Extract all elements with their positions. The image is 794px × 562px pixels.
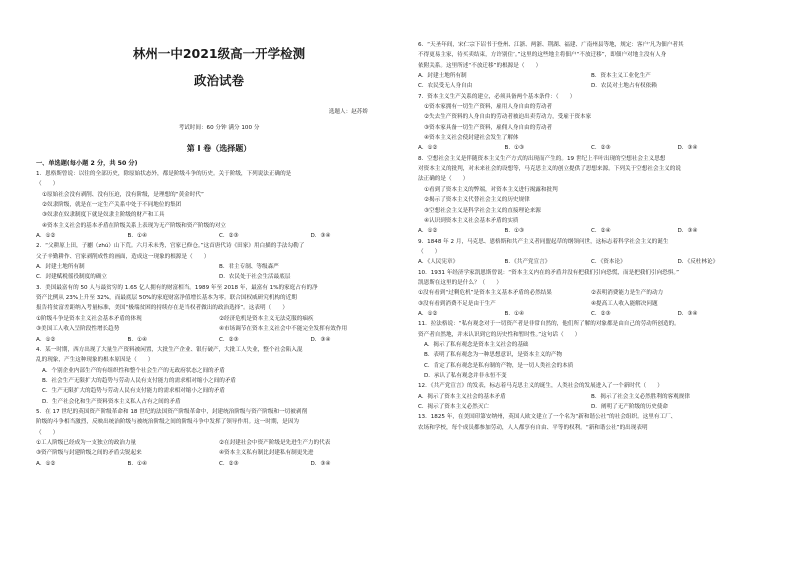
option-choice: A．①②: [36, 460, 56, 467]
question-line: 父子辛勤耕作、官家剥削成性的画面，造成这一现象的根源是（ ）: [36, 253, 210, 260]
option-choice: ③没有看到消费不足是由于生产: [418, 300, 496, 307]
answer-options: [418, 392, 764, 402]
answer-options: [418, 309, 764, 319]
part-heading: 第 I 卷（选择题）: [186, 144, 252, 153]
option-choice: ④提高工人收入能解决问题: [591, 300, 658, 307]
question-line: 2．“父耕原上田，子劚（zhú）山下荒。六月禾未秀，官家已修仓。”这首唐代诗《田家》用白描的手法勾勒了: [36, 243, 305, 250]
question-line: B．表明了私有观念为一种思想意识，是资本主义的产物: [424, 352, 563, 359]
question-line: 4．某一时期，西方出现了大量生产资料被闲置，大批生产企业、银行破产，大批工人失业，整个社会陷入混: [36, 346, 303, 353]
option-choice: A．①②: [418, 145, 438, 152]
question-line: D．承认了私有观念并非永恒不变: [424, 373, 507, 379]
question-line: 10．1931 年经济学家凯恩斯曾说：“资本主义内在的矛盾并没有把我们引向恐慌，而是把我们引向恐惧。”: [418, 269, 680, 276]
right-column: [418, 0, 764, 562]
option-choice: B．揭示了社会主义必然胜利的客观规律: [591, 393, 690, 400]
question-line: B．社会生产无限扩大的趋势与劳动人民有支付能力的需求相对缩小之间的矛盾: [42, 377, 237, 384]
option-choice: A．揭示了资本主义社会的基本矛盾: [418, 393, 506, 400]
option-choice: ④资本主义私有制比封建私有制更先进: [219, 450, 314, 457]
option-choice: ③美国工人收入呈阶段性增长趋势: [36, 326, 120, 333]
option-choice: C．②③: [219, 336, 239, 343]
option-choice: C．揭示了资本主义必然灭亡: [418, 404, 490, 411]
question-line: ③奴隶在奴隶制度下就是奴隶主阶级的财产和工具: [42, 212, 165, 219]
option-choice: ③资产阶级与封建阶级之间的矛盾尖锐起来: [36, 450, 142, 457]
question-line: C．肯定了私有观念是私有制的产物，是一切人类社会的本质: [424, 362, 574, 369]
question-line: 7．资本主义生产关系的建立，必须具备两个基本条件：（ ）: [418, 93, 576, 100]
option-choice: A．封建土地所有制: [418, 73, 467, 80]
question-line: 资产比例从 23%上升至 32%，而最底层 50%的家庭财富净值增长基本为零。联合国权威研究机构的近期: [36, 295, 297, 302]
question-line: ②失去生产资料的人身自由的劳动者被迫出卖劳动力，受雇于资本家: [424, 114, 592, 121]
answer-options: [418, 71, 764, 81]
question-line: ④资本主义社会的基本矛盾在阶级关系上表现为无产阶级和资产阶级的对立: [42, 222, 227, 229]
question-line: 报告将贫富差距纳入考量标准，美国“极端贫困的持续存在是当权者做出的政治选择”。这表明（ ）: [36, 305, 288, 312]
question-line: 乱的现象，产生这种现象的根本原因是（ ）: [36, 357, 154, 364]
option-choice: D．③④: [677, 310, 698, 317]
answer-options: [36, 314, 402, 324]
option-choice: D．农民处于社会生活最底层: [219, 274, 291, 281]
option-choice: B．君主专制、等级森严: [219, 264, 279, 271]
option-choice: C．②③: [219, 460, 239, 467]
option-choice: D．《反杜林论》: [677, 259, 719, 266]
section-heading: 一、单选题(每小题 2 分，共 50 分): [36, 160, 138, 167]
option-choice: B．①④: [127, 460, 147, 467]
question-line: A．个别企业内部生产的有组织性和整个社会生产的无政府状态之间的矛盾: [42, 367, 225, 374]
answer-options: [418, 288, 764, 298]
option-choice: D．③④: [677, 228, 698, 235]
option-choice: B．资本主义工业化生产: [591, 73, 651, 80]
exam-subtitle: 政治试卷: [193, 73, 244, 88]
question-line: ②揭示了资本主义代替社会主义的历史规律: [424, 197, 530, 204]
answer-options: [36, 335, 402, 345]
question-line: 6．“天圣年间，宋仁宗下诏书于登州、江浙、两浙、荆湖、福建、广南州县等地，规定：客户‘凡为佃户者其: [418, 42, 684, 48]
question-line: 对资本主义的批判，对未来社会的设想等，马克思主义的创立提供了思想来源。下列关于空想社会主义的说: [418, 166, 681, 173]
answer-options: [36, 262, 402, 272]
option-choice: B．①③: [504, 145, 524, 152]
question-line: ①看到了资本主义的弊端，对资本主义进行揭露和批判: [424, 186, 558, 193]
option-choice: B．①④: [127, 233, 147, 240]
answer-options: [418, 81, 764, 91]
option-choice: C．②③: [219, 233, 239, 240]
question-line: 农场和学校，每个成员都参加劳动，人人都享有自由、平等的权利。“新和谐公社”的出现表明: [418, 424, 648, 431]
question-line: 凯恩斯在这里的是什么？（ ）: [418, 279, 502, 286]
answer-options: [418, 143, 764, 153]
time-info: 考试时间：60 分钟 满分 100 分: [178, 125, 260, 131]
option-choice: D．农民对土地占有权依赖: [591, 83, 657, 90]
question-line: 11．拉法格说：“私有观念对于一切资产者是非常自然的，他们所了解的对象都是由自己的劳动所创造的。: [418, 321, 680, 328]
question-line: 9．1848 年 2 月，马克思、恩格斯和共产主义者同盟起草的纲领问世，这标志着科学社会主义的诞生: [418, 238, 669, 245]
question-line: （ ）: [36, 181, 59, 188]
question-line: 8．空想社会主义是伴随资本主义生产方式的出现而产生的。19 世纪上半叶出现的空想社会主义思想: [418, 155, 666, 162]
answer-options: [36, 272, 402, 282]
option-choice: A．封建土地所有制: [36, 264, 85, 271]
option-choice: B．①④: [504, 310, 524, 317]
question-list: [36, 169, 402, 469]
question-line: D．生产社会化和生产资料资本主义私人占有之间的矛盾: [42, 398, 181, 405]
question-line: 法正确的是（ ）: [418, 176, 469, 183]
question-line: （ ）: [418, 248, 441, 255]
option-choice: B．《共产党宣言》: [504, 259, 551, 266]
question-list: [418, 40, 764, 433]
author-line: 选题人：赵苏娇: [328, 109, 368, 115]
option-choice: A．①②: [418, 228, 438, 235]
answer-options: [36, 231, 402, 241]
question-line: ③资本家具备一切生产资料，雇佣人身自由的劳动者: [424, 124, 553, 131]
option-choice: ②表明消费能力是生产的动力: [591, 290, 664, 297]
answer-options: [418, 257, 764, 267]
option-choice: B．①④: [127, 336, 147, 343]
answer-options: [36, 438, 402, 448]
question-line: ④认识到资本主义社会基本矛盾的实质: [424, 217, 519, 224]
question-line: 不得更易主家，待买卖结束，方许别住’。”这里的这些地主将佃户“不放迁移”，即佃户对地主没有人身: [418, 52, 667, 59]
question-line: 阶级的斗争相当激烈，反映出统治阶级与被统治阶级之间的阶级斗争中发挥了领导作用。这一时期，是因为: [36, 419, 299, 426]
option-choice: ②经济危机是资本主义无法克服的痼疾: [219, 315, 314, 322]
answer-options: [36, 459, 402, 469]
question-line: ①资本家拥有一切生产资料，雇用人身自由的劳动者: [424, 104, 553, 111]
option-choice: C．②④: [591, 228, 611, 235]
option-choice: C．《资本论》: [591, 259, 626, 266]
question-line: 12．《共产党宣言》的发表，标志着马克思主义的诞生，人类社会的发展进入了一个新时代（ ）: [418, 383, 663, 390]
option-choice: A．《人民宪章》: [418, 259, 459, 266]
answer-options: [418, 226, 764, 236]
question-line: ③空想社会主义是科学社会主义的直接理论来源: [424, 207, 541, 214]
option-choice: D．③④: [677, 145, 698, 152]
question-line: A．揭示了私有观念是资本主义社会的基础: [424, 341, 529, 348]
answer-options: [36, 324, 402, 334]
option-choice: B．①③: [504, 228, 524, 235]
question-line: 3．美国最富有的 50 人与最贫穷的 1.65 亿人拥有的财富相当。1989 年至 2018 年，最富有 1%的家庭占有的净: [36, 284, 318, 291]
question-line: ④资本主义社会使封建社会发生了解体: [424, 135, 519, 142]
question-line: （ ）: [36, 429, 59, 436]
question-line: 1．恩格斯曾说：以往的全部历史，除原始状态外，都是阶级斗争的历史。关于阶级，下列说法正确的是: [36, 171, 292, 177]
question-line: 依附关系。这里所述“不放迁移”的根源是（ ）: [418, 62, 542, 69]
question-line: ①原始社会没有剥削、没有压迫，没有阶级，是理想的“黄金时代”: [42, 191, 204, 198]
option-choice: A．①②: [418, 310, 438, 317]
option-choice: A．①②: [36, 233, 56, 240]
option-choice: D．阐明了无产阶级的历史使命: [591, 404, 669, 411]
question-line: C．生产无限扩大的趋势与劳动人民有支付能力的需求相对缩小之间的矛盾: [42, 388, 225, 395]
option-choice: C．封建赋税徭役制度的确立: [36, 274, 108, 281]
option-choice: ①没有看到“过剩危机”是资本主义基本矛盾的必然结果: [418, 290, 552, 297]
question-line: 资产者自然地，并未认识到它的历史性和暂时性。”这句话（ ）: [418, 331, 581, 338]
option-choice: D．③④: [310, 233, 331, 240]
option-choice: C．农民受无人身自由: [418, 83, 473, 90]
question-line: 13．1825 年，在美国印第安纳州，英国人欧文建立了一个名为“新和谐公社”的社会组织。这里有工厂、: [418, 414, 677, 421]
answer-options: [36, 448, 402, 458]
answer-options: [418, 402, 764, 412]
exam-title: 林州一中2021级高一开学检测: [132, 46, 306, 61]
option-choice: C．②③: [591, 145, 611, 152]
option-choice: ④市场调节在资本主义社会中不能完全发挥有效作用: [219, 326, 348, 333]
option-choice: ①阶级斗争是资本主义社会基本矛盾的体现: [36, 315, 142, 322]
question-line: ②奴隶阶级，就是在一定生产关系中处于不同地位的集团: [42, 202, 182, 209]
left-column: [36, 0, 402, 562]
option-choice: D．③④: [310, 336, 331, 343]
question-line: 5．在 17 世纪的英国资产阶级革命和 18 世纪的法国资产阶级革命中，封建统治阶级与资产阶级和一切被剥削: [36, 408, 308, 415]
answer-options: [418, 299, 764, 309]
option-choice: ①工人阶级已经成为一支独立的政治力量: [36, 439, 137, 446]
option-choice: A．①②: [36, 336, 56, 343]
option-choice: D．③④: [310, 460, 331, 467]
option-choice: C．②③: [591, 310, 611, 317]
option-choice: ②在封建社会中资产阶级是先进生产力的代表: [219, 439, 331, 446]
